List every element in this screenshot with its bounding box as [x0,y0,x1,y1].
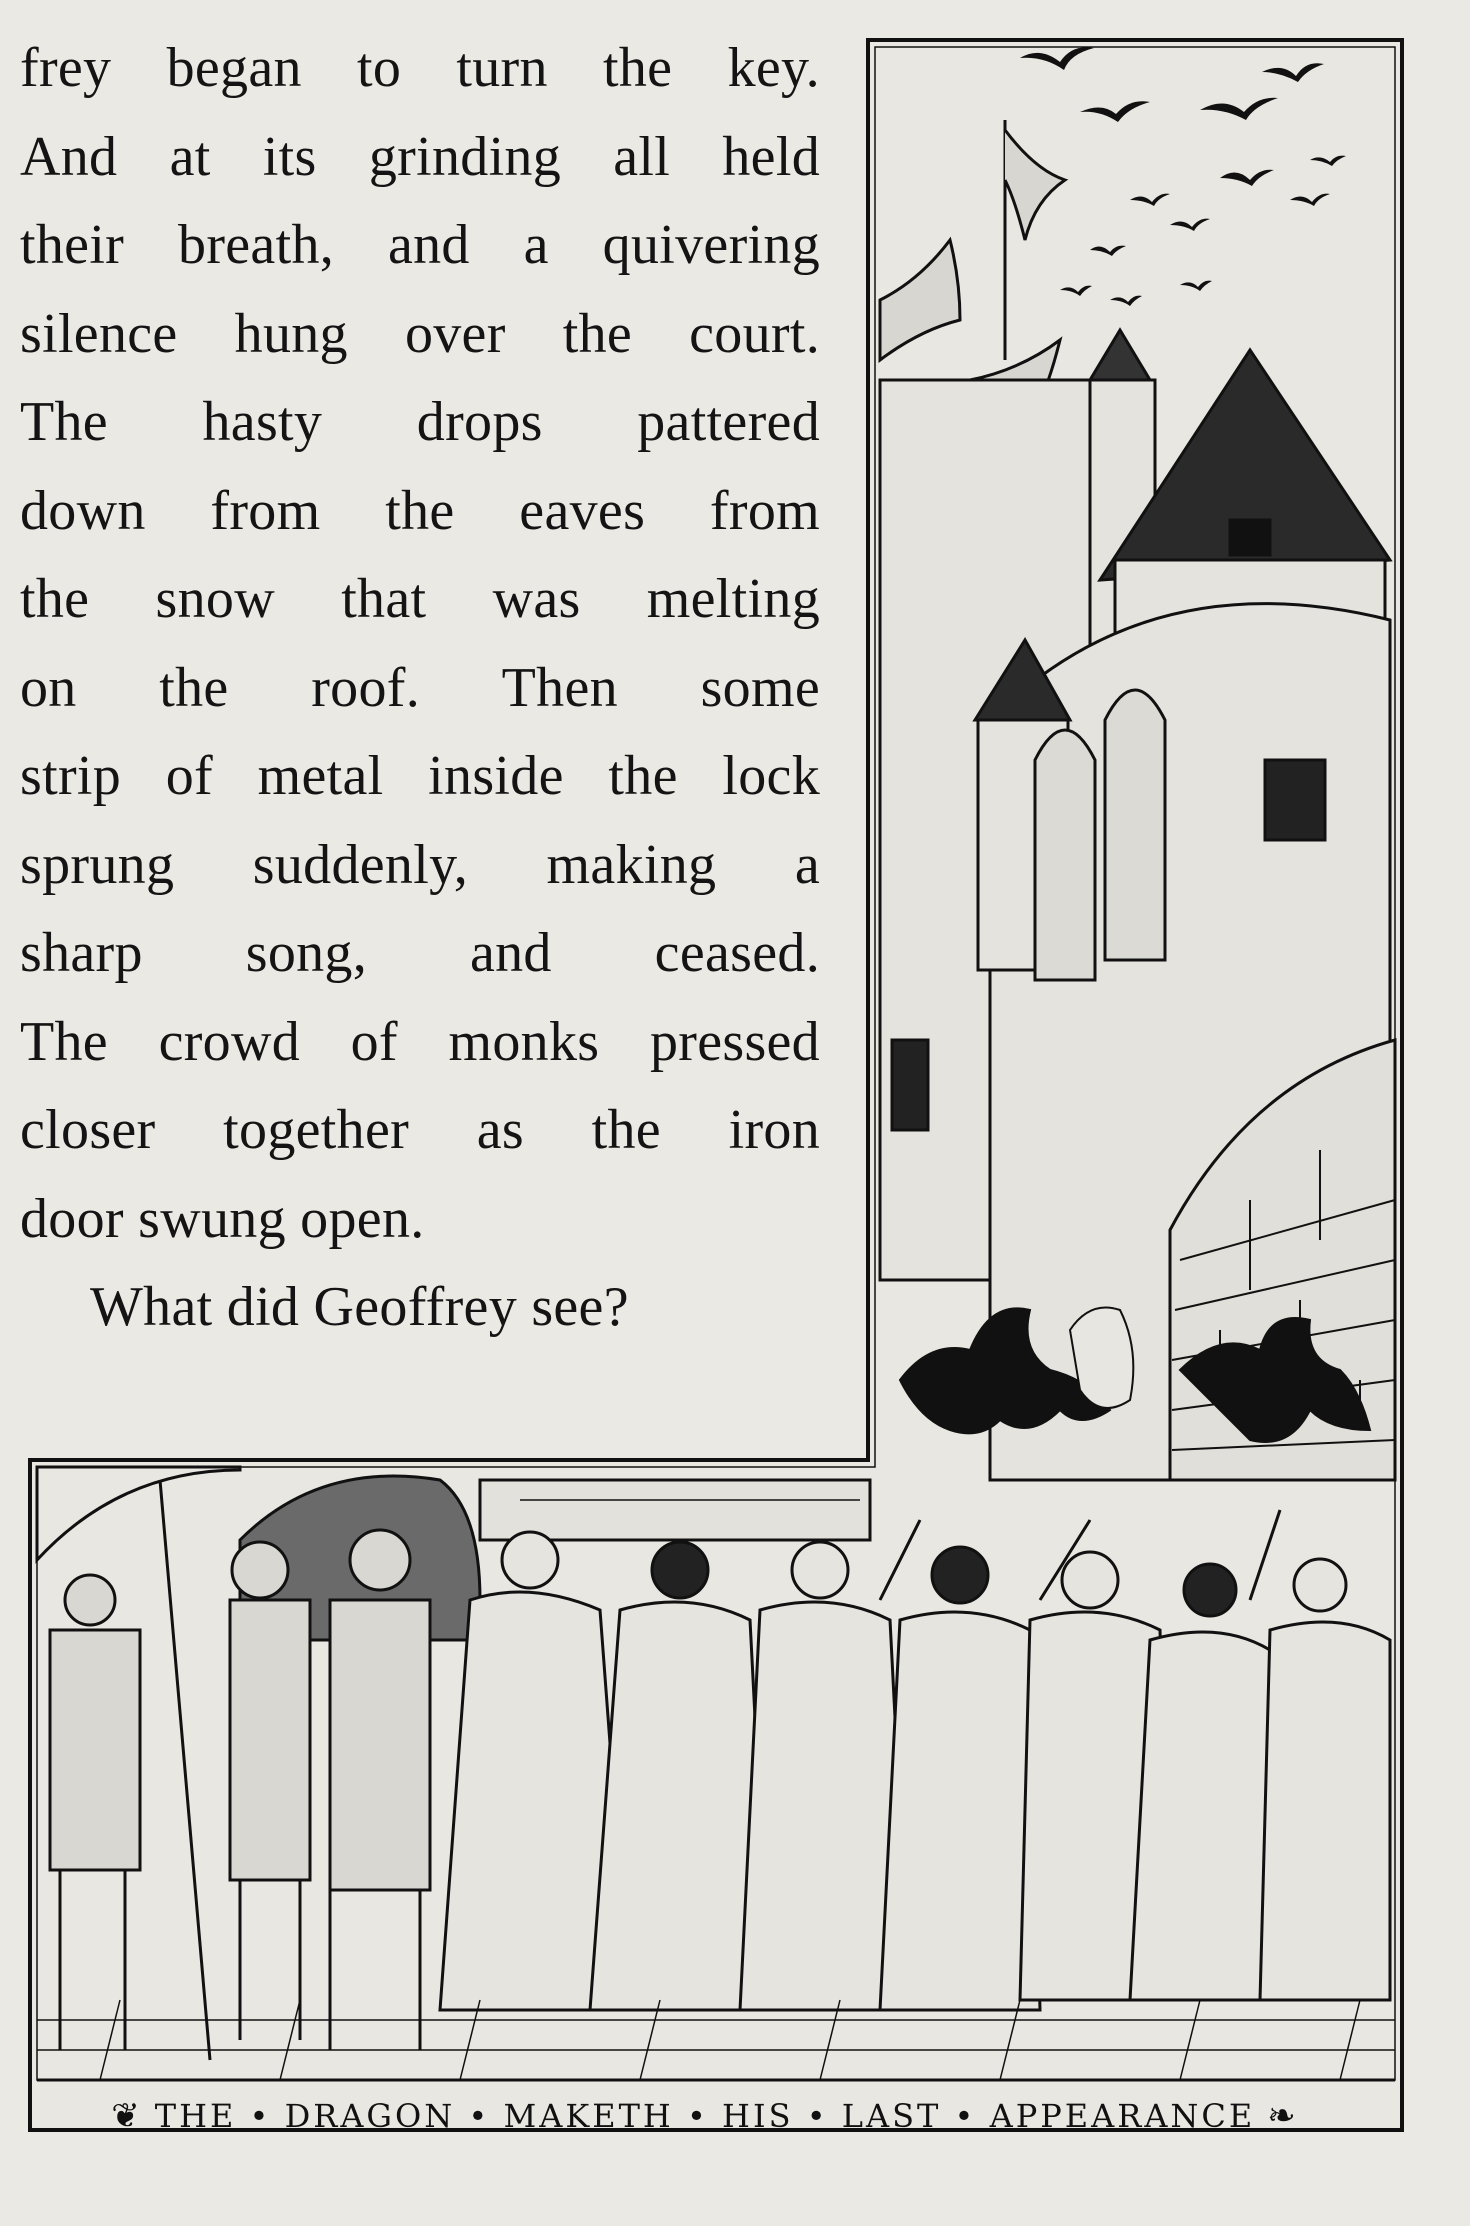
text-line: The hasty drops pattered [20,391,820,453]
text-line: And at its grinding all held [20,125,820,188]
text-line: silence hung over the court. [20,302,820,365]
illustration-caption [30,2092,1380,2140]
text-line: down from the eaves from [20,479,820,542]
text-line-question: What did Geoffrey see? [90,1276,629,1338]
text-line: strip of metal inside the lock [20,745,820,807]
text-line: closer together as the iron [20,1099,820,1161]
text-line: the snow that was melting [20,568,820,630]
caption-ornament-right-icon: ❧ [1267,2096,1299,2136]
text-line: sprung suddenly, making a [20,833,820,896]
text-line: The crowd of monks pressed [20,1010,820,1073]
text-line: on the roof. Then some [20,656,820,719]
text-line: sharp song, and ceased. [20,922,820,984]
text-line: frey began to turn the key. [20,37,820,99]
text-line: door swung open. [20,1187,425,1250]
text-line: their breath, and a quivering [20,214,820,276]
caption-ornament-left-icon: ❦ [111,2096,143,2136]
caption-text: THE • DRAGON • MAKETH • HIS • LAST • APPEARANCE [154,2097,1256,2135]
